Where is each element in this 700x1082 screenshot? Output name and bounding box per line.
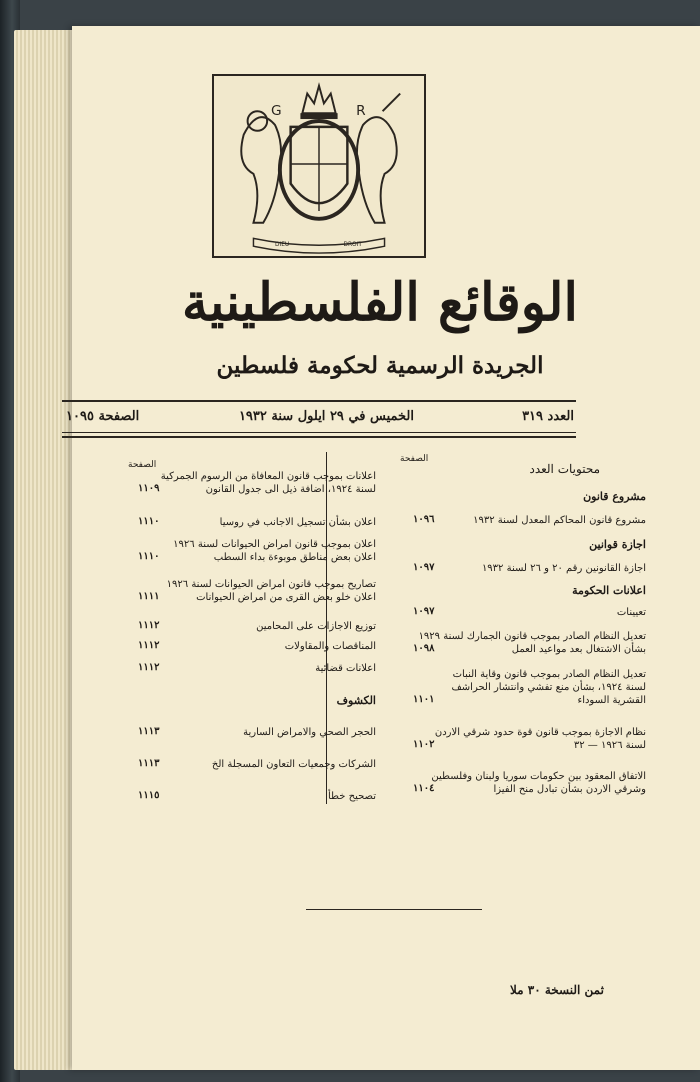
gazette-title: الوقائع الفلسطينية	[182, 272, 578, 333]
left-entry-line: اعلان بموجب قانون امراض الحيوانات لسنة ١٩٢٦	[173, 539, 376, 550]
right-entry-line: وشرقي الاردن بشأن تبادل منح الفيزا	[493, 784, 646, 795]
gazette-subtitle: الجريدة الرسمية لحكومة فلسطين	[216, 352, 544, 379]
left-entry-line: اعلان بعض مناطق موبوءة بداء السطب	[213, 552, 376, 563]
right-entry-line: القشرية السوداء	[577, 695, 646, 706]
left-entry	[136, 662, 376, 675]
issue-info-line	[66, 409, 574, 429]
cipher-g: G	[271, 103, 282, 120]
right-entry-page: ١٠٩٧	[413, 562, 435, 573]
left-entry-line: اعلان بشأن تسجيل الاجانب في روسيا	[219, 517, 376, 528]
left-entry	[136, 790, 376, 803]
left-entry-line: لسنة ١٩٢٤، اضافة ذيل الى جدول القانون	[205, 484, 376, 495]
motto-right: DROIT	[343, 242, 362, 249]
right-entry-line: الاتفاق المعقود بين حكومات سوريا ولبنان وفلسطين	[431, 771, 646, 782]
left-entry-page: ١١١٢	[138, 662, 160, 673]
coat-of-arms-drawing	[214, 76, 424, 256]
left-entry-line: تصاريح بموجب قانون امراض الحيوانات لسنة ١٩٢٦	[166, 579, 376, 590]
left-entry	[136, 470, 376, 496]
left-entry	[136, 516, 376, 529]
right-entry-page: ١١٠٤	[413, 783, 435, 794]
right-entry-line: لسنة ١٩٢٦ — ٣٢	[573, 740, 646, 751]
left-entry-line: المناقصات والمقاولات	[284, 641, 376, 652]
middle-rule	[62, 432, 576, 433]
left-entry-page: ١١٠٩	[138, 483, 160, 494]
left-entry-line: تصحيح خطأ	[328, 791, 376, 802]
left-entry-line: الشركات وجمعيات التعاون المسجلة الخ	[211, 759, 376, 770]
right-entry-page: ١٠٩٦	[413, 514, 435, 525]
right-entry-line: تعديل النظام الصادر بموجب قانون وقاية النبات	[452, 669, 646, 680]
right-entry-line: تعديل النظام الصادر بموجب قانون الجمارك لسنة ١٩٢٩	[418, 631, 646, 642]
left-entry	[136, 758, 376, 771]
right-entry-page: ١١٠١	[413, 694, 435, 705]
left-entry-page: ١١١٢	[138, 640, 160, 651]
cipher-r: R	[356, 103, 366, 120]
left-entry-line: توزيع الاجازات على المحامين	[256, 621, 376, 632]
issue-number: العدد ٣١٩	[522, 409, 574, 424]
left-entry-page: ١١١٣	[138, 726, 160, 737]
issue-date: الخميس في ٢٩ ايلول سنة ١٩٣٢	[238, 409, 414, 424]
left-entry-line: اعلان خلو بعض القرى من امراض الحيوانات	[196, 592, 376, 603]
bottom-rule	[62, 436, 576, 438]
left-page-col-header: الصفحة	[128, 460, 157, 470]
left-entry	[136, 578, 376, 604]
right-section-heading: اعلانات الحكومة	[572, 584, 646, 597]
left-entry-page: ١١١٥	[138, 790, 160, 801]
right-entry-page: ١٠٩٨	[413, 643, 435, 654]
left-section-heading: الكشوف	[336, 694, 376, 707]
left-entry-line: الحجر الصحي والامراض السارية	[243, 727, 376, 738]
left-entry-page: ١١١٠	[138, 551, 160, 562]
left-entry-page: ١١١٣	[138, 758, 160, 769]
left-entry-page: ١١١٠	[138, 516, 160, 527]
right-entry-line: بشأن الاشتغال بعد مواعيد العمل	[511, 644, 646, 655]
price-note: ثمن النسخة ٣٠ ملا	[510, 983, 604, 997]
left-entry	[136, 640, 376, 653]
end-rule	[306, 909, 482, 910]
left-entry-line: اعلانات قضائية	[315, 663, 376, 674]
coat-of-arms-icon	[212, 74, 426, 258]
left-entry-line: اعلانات بموجب قانون المعافاة من الرسوم الجمركية	[160, 471, 376, 482]
right-entry-line: لسنة ١٩٢٤، بشأن منع تفشي وانتشار الحراشف	[451, 682, 646, 693]
left-entry	[136, 726, 376, 739]
left-entry-page: ١١١١	[138, 591, 160, 602]
right-entry-line: نظام الاجازة بموجب قانون قوة حدود شرقي الاردن	[434, 727, 646, 738]
right-entry-line: مشروع قانون المحاكم المعدل لسنة ١٩٣٢	[473, 515, 646, 526]
left-entry-page: ١١١٢	[138, 620, 160, 631]
right-entry-line: اجازة القانونين رقم ٢٠ و ٢٦ لسنة ١٩٣٢	[481, 563, 646, 574]
page-number: الصفحة ١٠٩٥	[66, 409, 140, 424]
right-page-col-header: الصفحة	[400, 454, 429, 464]
contents-heading: محتويات العدد	[529, 462, 600, 476]
left-entry	[136, 620, 376, 633]
right-entry-line: تعيينات	[616, 607, 646, 618]
top-rule	[62, 400, 576, 402]
right-section-heading: اجازة قوانين	[589, 538, 646, 551]
left-entry	[136, 538, 376, 564]
right-entry-page: ١٠٩٧	[413, 606, 435, 617]
motto-left: DIEU	[274, 242, 290, 249]
right-section-heading: مشروع قانون	[583, 490, 646, 503]
right-entry-page: ١١٠٢	[413, 739, 435, 750]
